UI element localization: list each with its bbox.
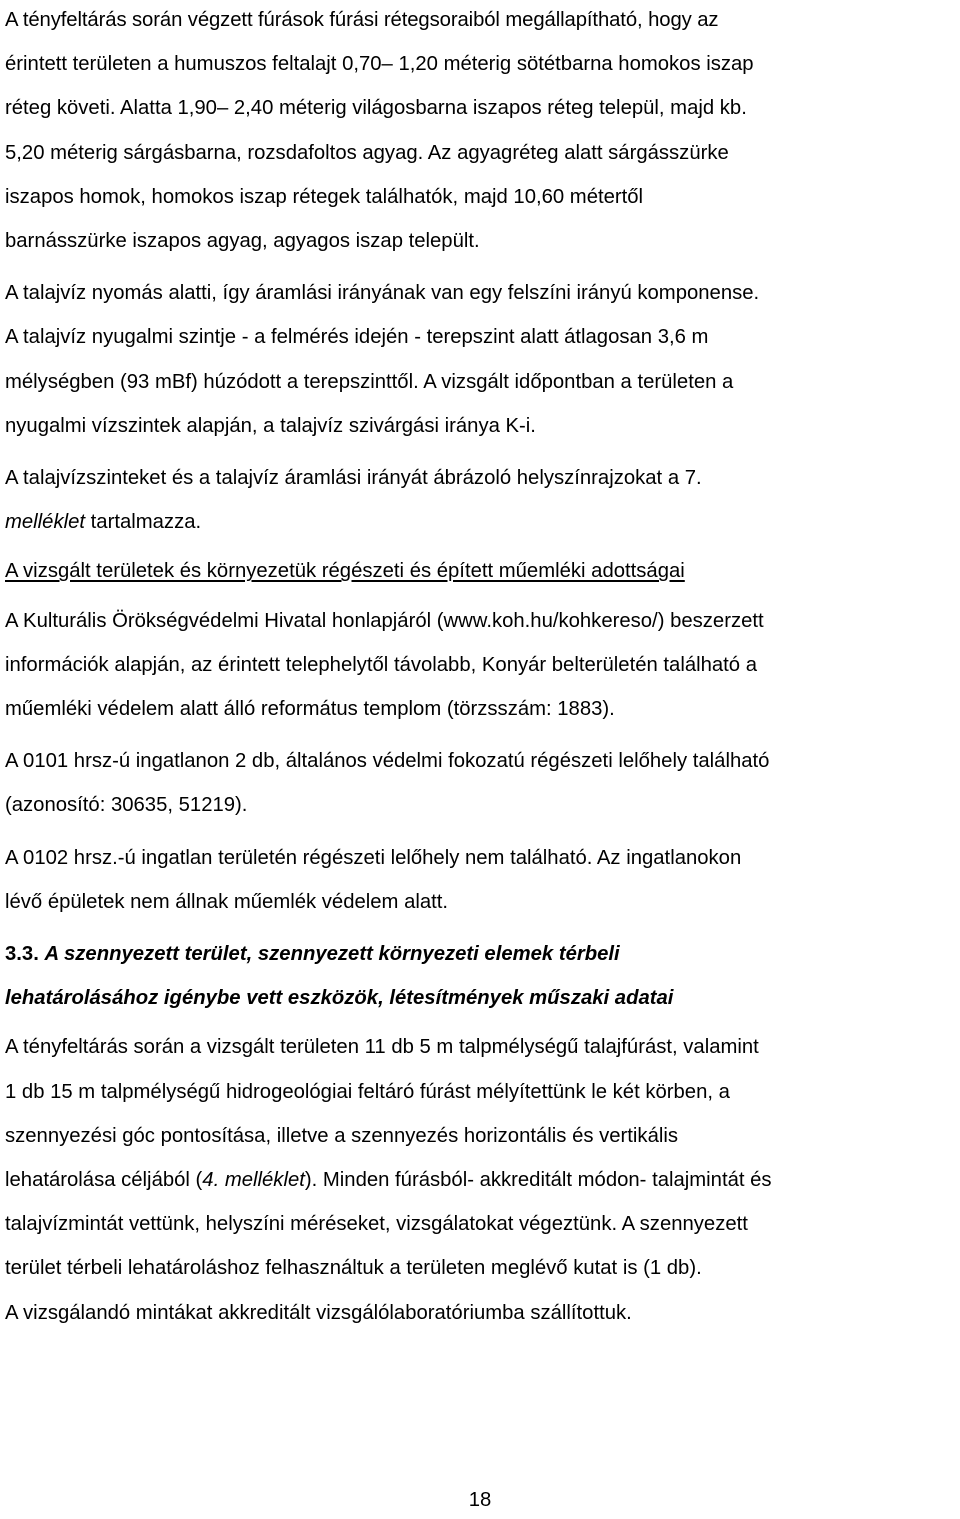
text-line: A talajvíz nyugalmi szintje - a felmérés idején - terepszint alatt átlagosan 3,6 m xyxy=(5,326,709,349)
underlined-heading: A vizsgált területek és környezetük régészeti és épített műemléki adottságai xyxy=(5,560,685,583)
text-line: A vizsgálandó mintákat akkreditált vizsgálólaboratóriumba szállítottuk. xyxy=(5,1301,632,1324)
paragraph-site-maps xyxy=(5,456,958,544)
text-fragment: tartalmazza. xyxy=(85,511,202,534)
text-line: 5,20 méterig sárgásbarna, rozsdafoltos agyag. Az agyagréteg alatt sárgásszürke xyxy=(5,141,729,164)
page-number: 18 xyxy=(468,1489,492,1511)
text-line: A talajvízszinteket és a talajvíz áramlási irányát ábrázoló helyszínrajzokat a 7. xyxy=(5,467,702,490)
section-title-line: lehatárolásához igénybe vett eszközök, létesítmények műszaki adatai xyxy=(5,987,674,1010)
heading-heritage xyxy=(5,549,958,593)
paragraph-soil-layers xyxy=(5,0,958,263)
text-line: terület térbeli lehatároláshoz felhasználtuk a területen meglévő kutat is (1 db). xyxy=(5,1257,702,1280)
text-line: A 0101 hrsz-ú ingatlanon 2 db, általános védelmi fokozatú régészeti lelőhely található xyxy=(5,750,770,773)
text-line: műemléki védelem alatt álló református templom (törzsszám: 1883). xyxy=(5,698,615,721)
section-title-line xyxy=(5,932,958,976)
text-line: A talajvíz nyomás alatti, így áramlási irányának van egy felszíni irányú komponense. xyxy=(5,282,760,305)
text-line: iszapos homok, homokos iszap rétegek találhatók, majd 10,60 métertől xyxy=(5,185,644,208)
text-line: szennyezési góc pontosítása, illetve a szennyezés horizontális és vertikális xyxy=(5,1124,679,1147)
section-title: A szennyezett terület, szennyezett környezeti elemek térbeli xyxy=(44,943,620,966)
text-line: nyugalmi vízszintek alapján, a talajvíz szivárgási iránya K-i. xyxy=(5,414,536,437)
text-line: talajvízmintát vettünk, helyszíni méréseket, vizsgálatokat végeztünk. A szennyezett xyxy=(5,1213,748,1236)
text-line xyxy=(5,500,958,544)
text-line: A 0102 hrsz.-ú ingatlan területén régészeti lelőhely nem található. Az ingatlanokon xyxy=(5,846,742,869)
text-fragment: lehatárolása céljából ( xyxy=(5,1169,203,1192)
paragraph-archaeology-0102 xyxy=(5,836,958,924)
section-number: 3.3. xyxy=(5,943,39,966)
paragraph-drilling xyxy=(5,1025,958,1334)
text-line: mélységben (93 mBf) húzódott a terepszinttől. A vizsgált időpontban a területen a xyxy=(5,370,734,393)
annex-reference: 4. melléklet xyxy=(202,1169,305,1192)
text-line: A tényfeltárás során végzett fúrások fúrási rétegsoraiból megállapítható, hogy az xyxy=(5,9,719,31)
document-page xyxy=(5,0,958,1335)
paragraph-groundwater xyxy=(5,271,958,448)
section-heading-3-3 xyxy=(5,932,958,1020)
paragraph-heritage-info xyxy=(5,599,958,732)
text-line: réteg követi. Alatta 1,90– 2,40 méterig világosbarna iszapos réteg települ, majd kb. xyxy=(5,97,747,120)
text-line: érintett területen a humuszos feltalajt 0,70– 1,20 méterig sötétbarna homokos iszap xyxy=(5,53,754,76)
text-line: 1 db 15 m talpmélységű hidrogeológiai feltáró fúrást mélyítettünk le két körben, a xyxy=(5,1080,730,1103)
text-line: A Kulturális Örökségvédelmi Hivatal honlapjáról (www.koh.hu/kohkereso/) beszerzett xyxy=(5,609,764,632)
text-fragment: ). Minden fúrásból- akkreditált módon- talajmintát és xyxy=(304,1169,772,1192)
text-line: lévő épületek nem állnak műemlék védelem alatt. xyxy=(5,890,449,913)
text-line: A tényfeltárás során a vizsgált területen 11 db 5 m talpmélységű talajfúrást, valamint xyxy=(5,1036,759,1059)
text-line: (azonosító: 30635, 51219). xyxy=(5,794,248,817)
annex-reference: melléklet xyxy=(5,511,86,534)
paragraph-archaeology-0101 xyxy=(5,739,958,827)
text-line xyxy=(5,1158,958,1202)
text-line: barnásszürke iszapos agyag, agyagos iszap települt. xyxy=(5,230,480,253)
text-line: információk alapján, az érintett telephelytől távolabb, Konyár belterületén található a xyxy=(5,653,758,676)
